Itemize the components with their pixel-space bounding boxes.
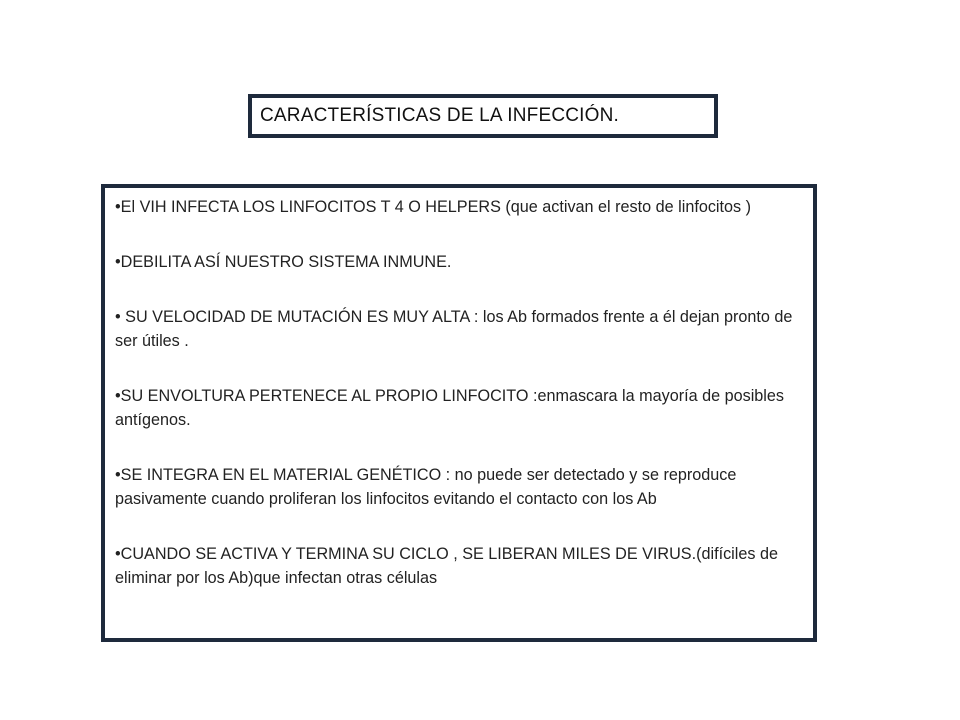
bullet-item [115, 542, 809, 590]
bullet-text: El VIH INFECTA LOS LINFOCITOS T 4 O HELPERS (que activan el resto de linfocitos ) [120, 198, 752, 216]
bullet-dot: • [115, 198, 121, 216]
bullet-item [115, 250, 809, 274]
bullet-text: SE INTEGRA EN EL MATERIAL GENÉTICO : no puede ser detectado y se reproduce pasivamente cuando proliferan los linfocitos evitando el contacto con los Ab [115, 466, 737, 508]
bullet-text: SU ENVOLTURA PERTENECE AL PROPIO LINFOCITO :enmascara la mayoría de posibles antígenos. [115, 387, 784, 429]
slide-title: CARACTERÍSTICAS DE LA INFECCIÓN. [260, 105, 620, 126]
bullet-dot: • [115, 545, 121, 563]
bullet-text: CUANDO SE ACTIVA Y TERMINA SU CICLO , SE LIBERAN MILES DE VIRUS.(difíciles de eliminar por los Ab)que infectan otras células [115, 545, 778, 587]
bullet-text: DEBILITA ASÍ NUESTRO SISTEMA INMUNE. [120, 253, 452, 271]
bullet-dot: • [115, 253, 121, 271]
bullet-dot: • [115, 308, 121, 326]
slide-title-box [248, 94, 718, 138]
bullet-item [115, 384, 809, 432]
bullet-item [115, 305, 809, 353]
bullet-item [115, 195, 809, 219]
bullet-dot: • [115, 466, 121, 484]
bullet-dot: • [115, 387, 121, 405]
bullet-text: SU VELOCIDAD DE MUTACIÓN ES MUY ALTA : los Ab formados frente a él dejan pronto de ser útiles . [115, 308, 793, 350]
bullet-item [115, 463, 809, 511]
content-box [101, 184, 817, 642]
